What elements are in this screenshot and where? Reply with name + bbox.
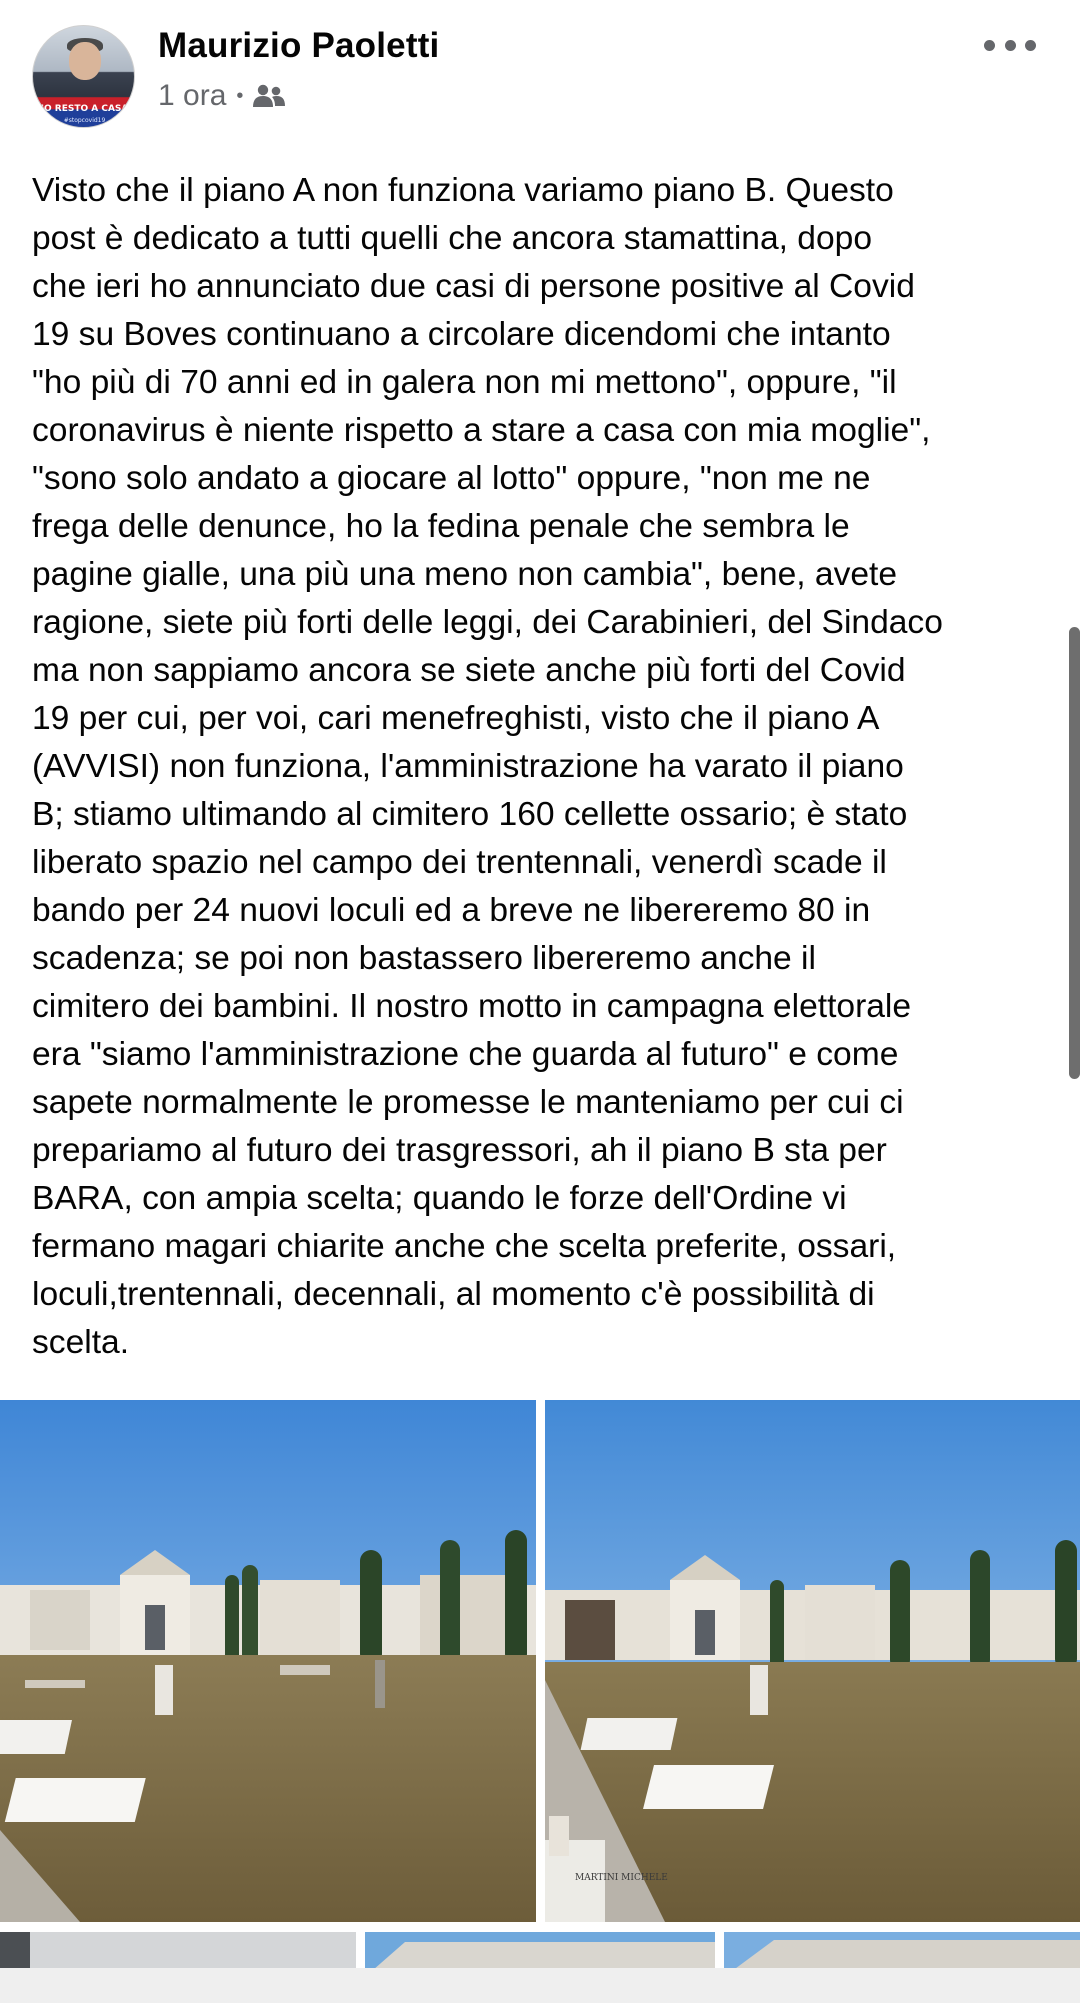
grave-label: MARTINI MICHELE: [575, 1873, 668, 1883]
post-time[interactable]: 1 ora: [158, 79, 227, 112]
post-body-text: Visto che il piano A non funziona variamo piano B. Questo post è dedicato a tutti quelli che ancora stamattina, dopo che ieri ho annunciato due casi di persone positive al Covid 19 su Boves continuano a circolare dicendomi che intanto "ho più di 70 anni ed in galera non mi mettono", oppure, "il coronavirus è niente rispetto a stare a casa con mia moglie", "sono solo andato a giocare al lotto" oppure, "non me ne frega delle denunce, ho la fedina penale che sembra le pagine gialle, una più una meno non cambia", bene, avete ragione, siete più forti delle leggi, dei Carabinieri, del Sindaco ma non sappiamo ancora se siete anche più forti del Covid 19 per cui, per voi, cari menefreghisti, visto che il piano A (AVVISI) non funziona, l'amministrazione ha varato il piano B; stiamo ultimando al cimitero 160 cellette ossario; è stato liberato spazio nel campo dei trentennali, venerdì scade il bando per 24 nuovi loculi ed a breve ne libereremo 80 in scadenza; se poi non bastassero libereremo anche il cimitero dei bambini. Il nostro motto in campagna elettorale era "siamo l'amministrazione che guarda al futuro" e come sapete normalmente le promesse le manteniamo per cui ci prepariamo al futuro dei trasgressori, ah il piano B sta per BARA, con ampia scelta; quando le forze dell'Ordine vi fermano magari chiarite anche che scelta preferite, ossari, loculi,trentennali, decennali, al momento c'è possibilità di scelta.: [32, 172, 943, 1361]
post-header: [0, 0, 1080, 140]
author-avatar[interactable]: [32, 25, 135, 128]
post-meta: [158, 78, 286, 114]
more-dots-icon: [1005, 40, 1016, 51]
meta-separator: •: [236, 84, 244, 107]
author-name[interactable]: Maurizio Paoletti: [158, 26, 440, 65]
scrollbar-thumb[interactable]: [1069, 627, 1080, 1079]
bottom-bar: [0, 1968, 1080, 2003]
more-dots-icon: [1025, 40, 1036, 51]
avatar-banner-text: IO RESTO A CASA: [40, 104, 129, 114]
cemetery-photo-1[interactable]: [0, 1400, 536, 1922]
more-dots-icon: [984, 40, 995, 51]
avatar-hashtag-text: #stopcovid19: [63, 117, 106, 124]
friends-icon[interactable]: [252, 83, 286, 109]
cemetery-photo-2[interactable]: [545, 1400, 1080, 1922]
more-options-button[interactable]: [984, 30, 1036, 60]
avatar-face: [69, 42, 101, 80]
